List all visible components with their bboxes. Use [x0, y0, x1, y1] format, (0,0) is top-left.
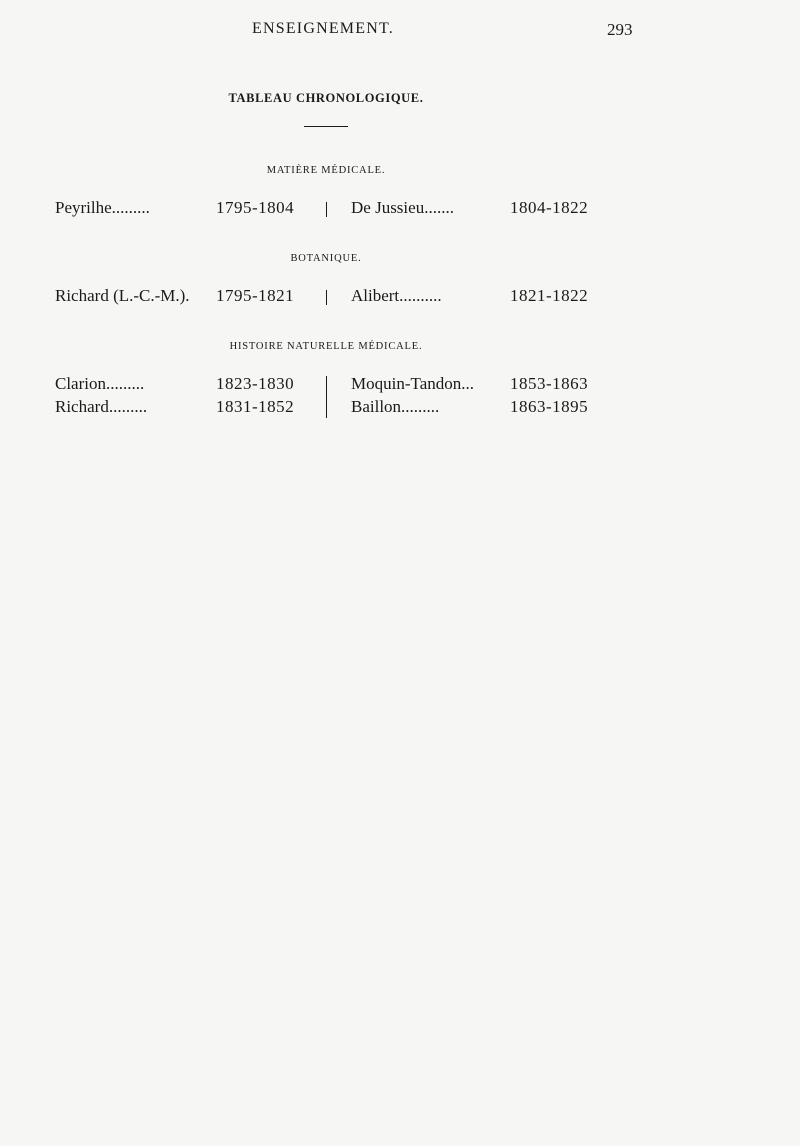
section-heading-matiere-medicale: MATIÈRE MÉDICALE.	[266, 165, 386, 176]
professor-name: Peyrilhe.........	[55, 198, 150, 217]
table-row	[0, 286, 800, 308]
table-row	[0, 198, 800, 220]
professor-name: De Jussieu.......	[351, 198, 454, 217]
title-rule	[304, 126, 348, 127]
tenure-dates: 1853-1863	[510, 374, 589, 393]
running-title: ENSEIGNEMENT.	[252, 20, 394, 37]
tenure-dates: 1821-1822	[510, 286, 589, 305]
running-head	[0, 18, 800, 44]
tenure-dates: 1795-1804	[216, 198, 295, 217]
professor-name: Baillon.........	[351, 397, 440, 416]
professor-name: Alibert..........	[351, 286, 442, 305]
column-divider	[326, 202, 327, 217]
professor-name: Moquin-Tandon...	[351, 374, 474, 393]
section-heading-botanique: BOTANIQUE.	[290, 253, 362, 264]
tenure-dates: 1823-1830	[216, 374, 295, 393]
tenure-dates: 1804-1822	[510, 198, 589, 217]
tenure-dates: 1863-1895	[510, 397, 589, 416]
tenure-dates: 1795-1821	[216, 286, 295, 305]
professor-name: Richard (L.-C.-M.).	[55, 286, 190, 305]
column-divider	[326, 290, 327, 305]
column-divider	[326, 376, 327, 418]
tenure-dates: 1831-1852	[216, 397, 295, 416]
page-number: 293	[607, 20, 633, 39]
section-heading-histoire-naturelle-medicale: HISTOIRE NATURELLE MÉDICALE.	[229, 341, 423, 352]
table-row	[0, 374, 800, 396]
table-row	[0, 397, 800, 419]
professor-name: Clarion.........	[55, 374, 145, 393]
table-title: TABLEAU CHRONOLOGIQUE.	[228, 91, 424, 105]
professor-name: Richard.........	[55, 397, 148, 416]
